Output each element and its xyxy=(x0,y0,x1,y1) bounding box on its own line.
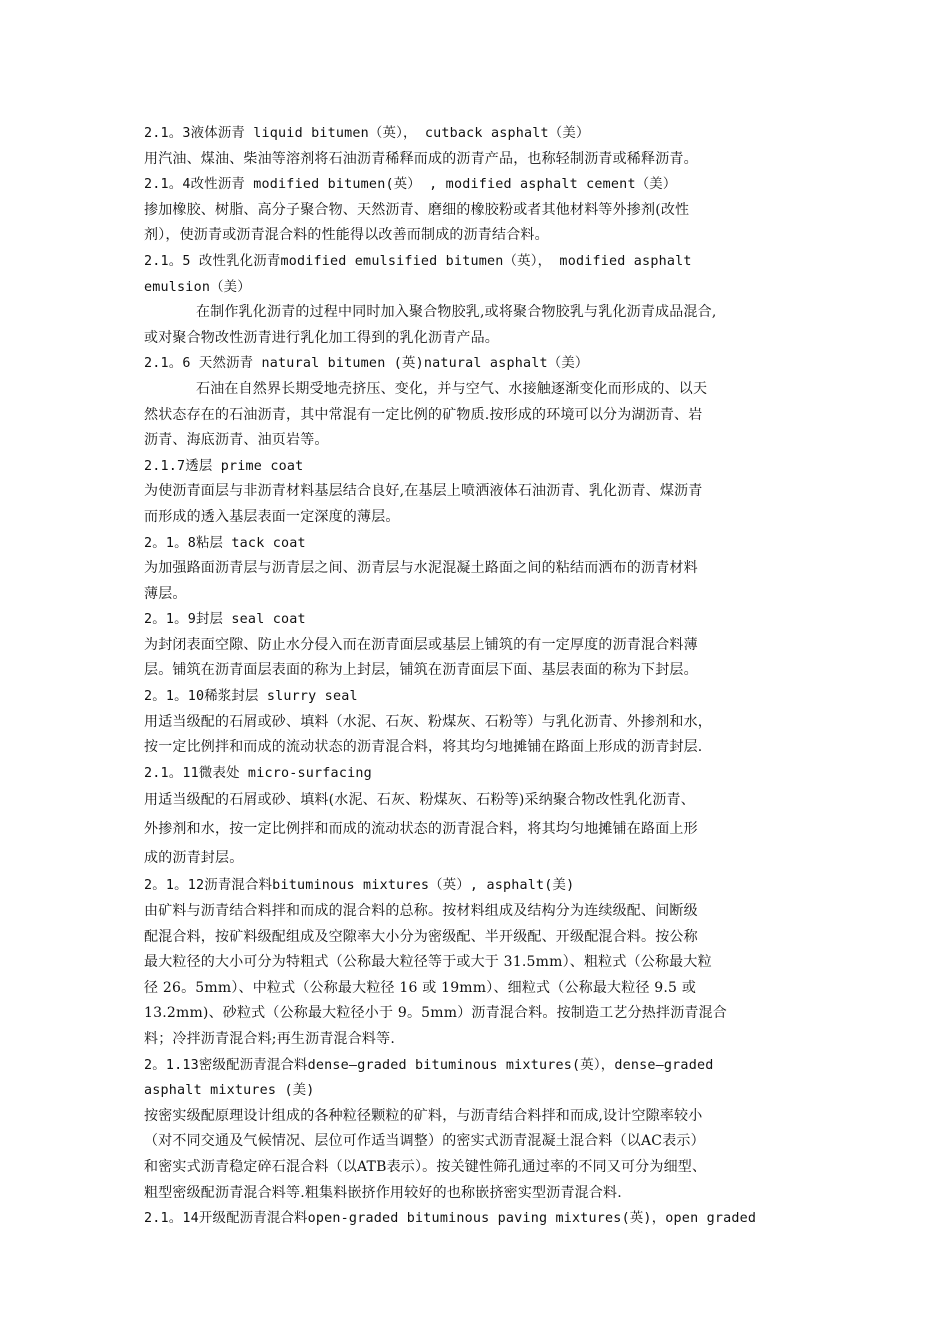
paragraph-line: 按一定比例拌和而成的流动状态的沥青混合料，将其均匀地摊铺在路面上形成的沥青封层. xyxy=(144,739,703,756)
paragraph-line: 为封闭表面空隙、防止水分侵入而在沥青面层或基层上铺筑的有一定厚度的沥青混合料薄 xyxy=(144,636,698,653)
paragraph-line: 最大粒径的大小可分为特粗式（公称最大粒径等于或大于 31.5mm）、粗粒式（公称最大粒 xyxy=(144,954,712,971)
section-heading-2-1-7: 2.1.7透层 prime coat xyxy=(144,458,304,474)
paragraph-line: 用适当级配的石屑或砂、填料(水泥、石灰、粉煤灰、石粉等)采纳聚合物改性乳化沥青、 xyxy=(144,792,695,809)
paragraph-line: 由矿料与沥青结合料拌和而成的混合料的总称。按材料组成及结构分为连续级配、间断级 xyxy=(144,903,698,920)
section-heading-2-1-3: 2.1。3液体沥青 liquid bitumen（英）， cutback asphalt（美） xyxy=(144,126,590,141)
paragraph-line: 用适当级配的石屑或砂、填料（水泥、石灰、粉煤灰、石粉等）与乳化沥青、外掺剂和水， xyxy=(144,713,712,730)
paragraph-line: 剂），使沥青或沥青混合料的性能得以改善而制成的沥青结合料。 xyxy=(144,227,549,244)
paragraph-line: 或对聚合物改性沥青进行乳化加工得到的乳化沥青产品。 xyxy=(144,329,499,346)
paragraph-line: 石油在自然界长期受地壳挤压、变化，并与空气、水接触逐渐变化而形成的、以天 xyxy=(196,380,708,397)
section-heading-2-1-13-cont: asphalt mixtures (美) xyxy=(144,1083,315,1099)
paragraph-line: 成的沥青封层。 xyxy=(144,850,244,867)
section-heading-2-1-4: 2.1。4改性沥青 modified bitumen(英） , modified asphalt cement（美） xyxy=(144,177,677,193)
paragraph-line: 为加强路面沥青层与沥青层之间、沥青层与水泥混凝土路面之间的粘结而洒布的沥青材料 xyxy=(144,560,698,577)
section-heading-2-1-11: 2.1。11微表处 micro-surfacing xyxy=(144,765,372,781)
section-heading-2-1-8: 2。1。8粘层 tack coat xyxy=(144,535,306,551)
paragraph-line: 粗型密级配沥青混合料等.粗集料嵌挤作用较好的也称嵌挤密实型沥青混合料. xyxy=(144,1184,622,1201)
section-heading-2-1-6: 2.1。6 天然沥青 natural bitumen (英)natural asphalt（美） xyxy=(144,356,589,372)
section-heading-2-1-5: 2.1。5 改性乳化沥青modified emulsified bitumen（英）， modified asphalt xyxy=(144,253,692,269)
paragraph-line: 而形成的透入基层表面一定深度的薄层。 xyxy=(144,508,400,525)
paragraph-line: 外掺剂和水，按一定比例拌和而成的流动状态的沥青混合料，将其均匀地摊铺在路面上形 xyxy=(144,821,698,838)
section-heading-2-1-10: 2。1。10稀浆封层 slurry seal xyxy=(144,689,358,705)
section-heading-2-1-12: 2。1。12沥青混合料bituminous mixtures（英）, asphalt(美) xyxy=(144,878,575,894)
paragraph-line: 按密实级配原理设计组成的各种粒径颗粒的矿料，与沥青结合料拌和而成,设计空隙率较小 xyxy=(144,1107,703,1124)
paragraph-line: 用汽油、煤油、柴油等溶剂将石油沥青稀释而成的沥青产品，也称轻制沥青或稀释沥青。 xyxy=(144,150,698,167)
paragraph-line: 掺加橡胶、树脂、高分子聚合物、天然沥青、磨细的橡胶粉或者其他材料等外掺剂(改性 xyxy=(144,201,690,218)
section-heading-2-1-13: 2。1.13密级配沥青混合料dense—graded bituminous mixtures(英），dense—graded xyxy=(144,1057,714,1073)
paragraph-line: 在制作乳化沥青的过程中同时加入聚合物胶乳,或将聚合物胶乳与乳化沥青成品混合, xyxy=(196,304,717,321)
paragraph-line: 13.2mm)、砂粒式（公称最大粒径小于 9。5mm）沥青混合料。按制造工艺分热拌沥青混合 xyxy=(144,1005,727,1022)
document-body xyxy=(144,121,812,1232)
paragraph-line: （对不同交通及气候情况、层位可作适当调整）的密实式沥青混凝土混合料（以AC表示） xyxy=(144,1133,705,1150)
paragraph-line: 料；冷拌沥青混合料;再生沥青混合料等. xyxy=(144,1031,395,1047)
paragraph-line: 然状态存在的石油沥青，其中常混有一定比例的矿物质.按形成的环境可以分为湖沥青、岩 xyxy=(144,406,703,423)
paragraph-line: 径 26。5mm）、中粒式（公称最大粒径 16 或 19mm）、细粒式（公称最大粒径 9.5 或 xyxy=(144,979,697,996)
section-heading-2-1-5-cont: emulsion（美） xyxy=(144,279,251,295)
paragraph-line: 为使沥青面层与非沥青材料基层结合良好,在基层上喷洒液体石油沥青、乳化沥青、煤沥青 xyxy=(144,483,703,500)
section-heading-2-1-14: 2.1。14开级配沥青混合料open-graded bituminous paving mixtures(英)，open graded xyxy=(144,1211,757,1227)
paragraph-line: 和密实式沥青稳定碎石混合料（以ATB表示）。按关键性筛孔通过率的不同又可分为细型、 xyxy=(144,1158,707,1175)
paragraph-line: 配混合料，按矿料级配组成及空隙率大小分为密级配、半开级配、开级配混合料。按公称 xyxy=(144,928,698,945)
paragraph-line: 薄层。 xyxy=(144,585,187,602)
paragraph-line: 沥青、海底沥青、油页岩等。 xyxy=(144,432,329,449)
paragraph-line: 层。铺筑在沥青面层表面的称为上封层，铺筑在沥青面层下面、基层表面的称为下封层。 xyxy=(144,662,698,679)
section-heading-2-1-9: 2。1。9封层 seal coat xyxy=(144,612,306,628)
